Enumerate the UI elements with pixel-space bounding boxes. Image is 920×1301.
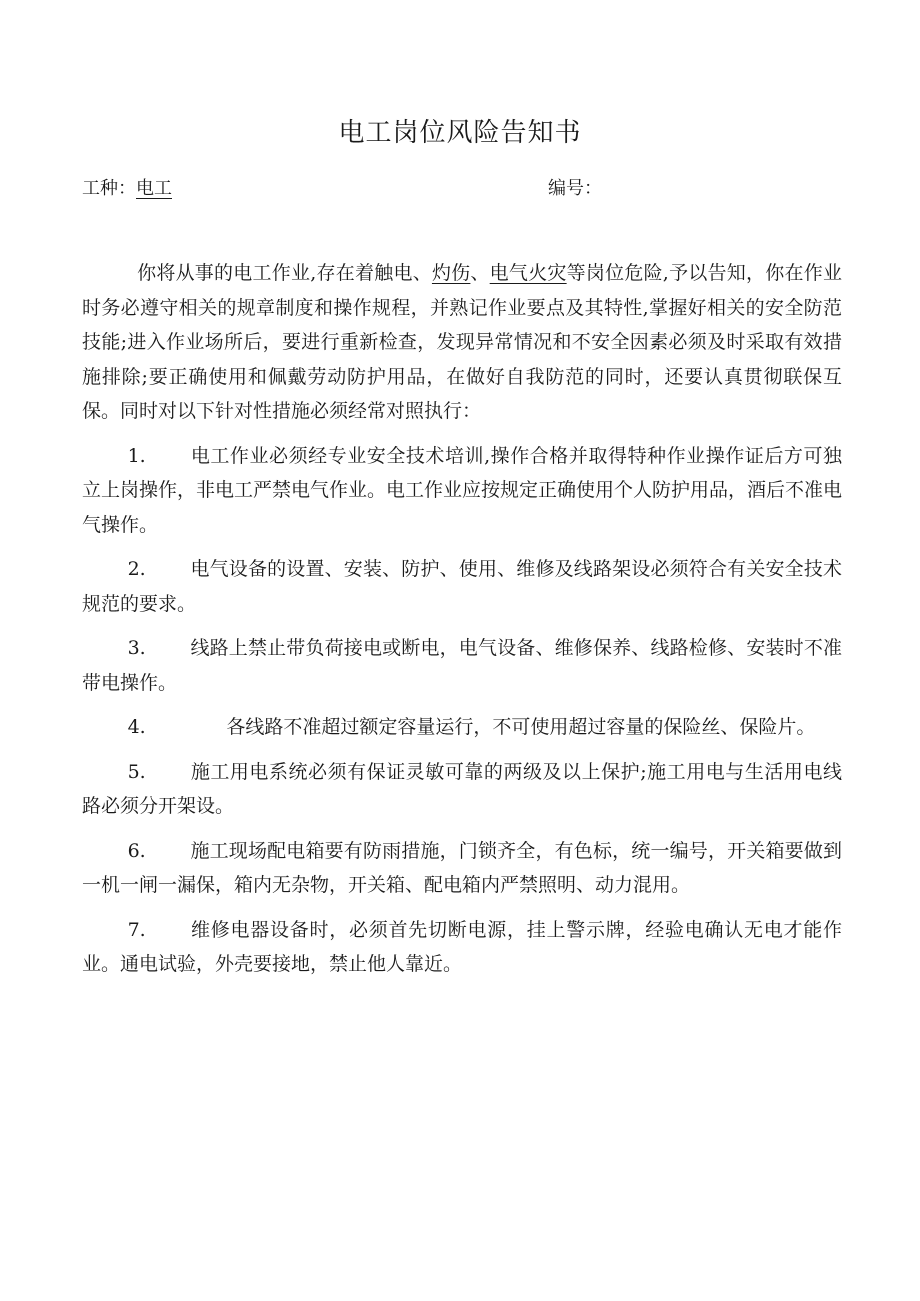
list-item-number: 7. xyxy=(127,918,146,941)
intro-term-burn: 灼伤 xyxy=(431,262,471,284)
list-item-text: 电气设备的设置、安装、防护、使用、维修及线路架设必须符合有关安全技术规范的要求。 xyxy=(82,558,842,615)
list-item-number: 1. xyxy=(127,444,146,467)
intro-separator: 、 xyxy=(470,262,490,284)
intro-term-electrical-fire: 电气火灾 xyxy=(489,262,567,284)
list-item-text: 施工现场配电箱要有防雨措施，门锁齐全，有色标，统一编号，开关箱要做到一机一闸一漏保，箱内无杂物，开关箱、配电箱内严禁照明、动力混用。 xyxy=(82,839,842,896)
number-label: 编号： xyxy=(548,178,602,199)
intro-part2: 等岗位危险,予以告知，你在作业时务必遵守相关的规章制度和操作规程，并熟记作业要点及其特性,掌握好相关的安全防范技能;进入作业场所后，要进行重新检查，发现异常情况和不安全因素必须及时采取有效措施排除;要正确使用和佩戴劳动防护用品，在做好自我防范的同时，还要认真贯彻联保互保。同时对以下针对性措施必须经常对照执行： xyxy=(82,262,842,422)
list-item xyxy=(82,631,842,700)
list-item xyxy=(82,439,842,543)
list-item-text: 各线路不准超过额定容量运行，不可使用超过容量的保险丝、保险片。 xyxy=(226,716,816,738)
list-item xyxy=(82,710,842,745)
list-item xyxy=(82,834,842,903)
list-item-text: 电工作业必须经专业安全技术培训,操作合格并取得特种作业操作证后方可独立上岗操作，非电工严禁电气作业。电工作业应按规定正确使用个人防护用品，酒后不准电气操作。 xyxy=(82,444,843,536)
list-item-text: 线路上禁止带负荷接电或断电，电气设备、维修保养、线路检修、安装时不准带电操作。 xyxy=(82,637,842,694)
list-item-number: 5. xyxy=(127,760,146,783)
list-item-text: 施工用电系统必须有保证灵敏可靠的两级及以上保护;施工用电与生活用电线路必须分开架设。 xyxy=(82,760,842,817)
job-type xyxy=(82,174,172,200)
document-title: 电工岗位风险告知书 xyxy=(338,118,582,148)
job-type-value: 电工 xyxy=(136,178,172,199)
list-item xyxy=(82,552,842,621)
intro-part1: 你将从事的电工作业,存在着触电、 xyxy=(137,262,432,284)
list-item-number: 3. xyxy=(127,637,146,659)
document-body xyxy=(82,256,842,982)
measures-list xyxy=(82,439,842,982)
intro-paragraph xyxy=(82,256,842,429)
document-meta xyxy=(82,174,842,200)
list-item-number: 4. xyxy=(127,716,146,738)
list-item xyxy=(82,755,842,824)
list-item xyxy=(82,913,842,982)
list-item-text: 维修电器设备时，必须首先切断电源，挂上警示牌，经验电确认无电才能作业。通电试验，外壳要接地，禁止他人靠近。 xyxy=(82,918,842,975)
list-item-number: 2. xyxy=(127,558,146,580)
list-item-number: 6. xyxy=(127,839,146,862)
job-type-label: 工种： xyxy=(82,178,136,199)
